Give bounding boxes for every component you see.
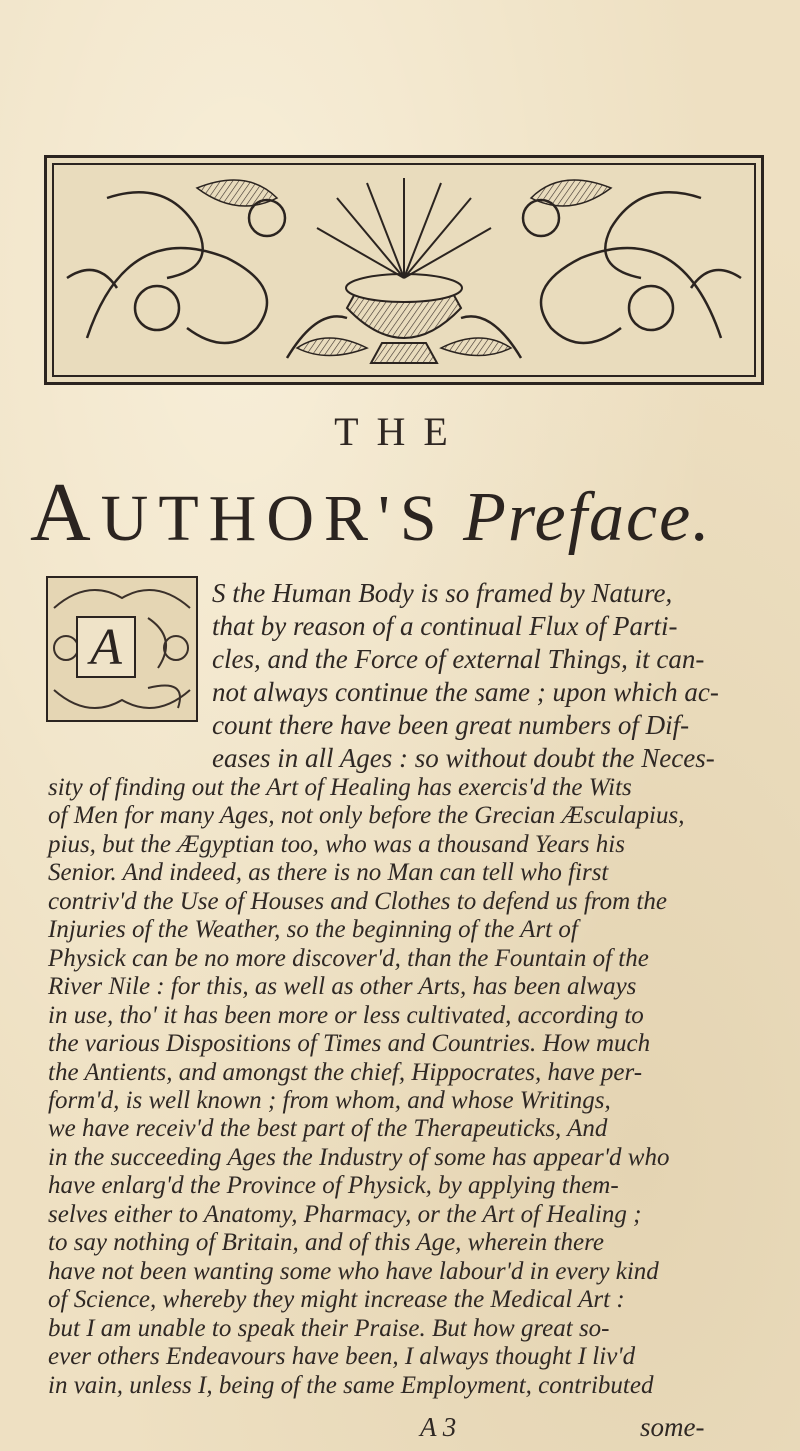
text-line: to say nothing of Britain, and of this Age, wherein there [48,1229,604,1257]
text-line: ever others Endeavours have been, I always thought I liv'd [48,1343,636,1371]
text-line: sity of finding out the Art of Healing has exercis'd the Wits [48,774,632,801]
title-preface: Preface. [463,479,712,556]
text-line: not always continue the same ; upon which ac- [212,677,719,707]
drop-cap-letter: A [76,616,136,678]
text-line: Physick can be no more discover'd, than the Fountain of the [48,944,649,972]
text-line: Senior. And indeed, as there is no Man can tell who first [48,859,609,887]
text-line: contriv'd the Use of Houses and Clothes to defend us from the [48,887,667,915]
headpiece-ornament-icon [47,158,761,382]
text-line: form'd, is well known ; from whom, and whose Writings, [48,1087,611,1114]
text-line: we have receiv'd the best part of the Therapeuticks, And [48,1115,608,1143]
text-line: the various Dispositions of Times and Countries. How much [48,1030,651,1058]
catchword: some- [640,1412,705,1442]
text-line: pius, but the Ægyptian too, who was a thousand Years his [48,830,625,858]
decorated-initial [46,576,198,722]
title-authors [30,466,447,559]
text-line: count there have been great numbers of Dif- [212,710,690,740]
text-line: that by reason of a continual Flux of Parti- [212,611,678,641]
text-line: of Men for many Ages, not only before the Grecian Æsculapius, [48,802,685,830]
title-authors-rest: UTHOR'S [100,482,447,555]
text-line: eases in all Ages : so without doubt the Neces- [212,743,715,773]
text-line: have enlarg'd the Province of Physick, by applying them- [48,1172,619,1200]
heading-the: THE [334,409,466,454]
title-initial: A [30,466,101,559]
ornamental-headpiece [44,155,764,385]
text-line: in use, tho' it has been more or less cultivated, according to [48,1001,644,1029]
page-title [30,468,790,564]
text-line: of Science, whereby they might increase the Medical Art : [48,1286,625,1314]
text-line: River Nile : for this, as well as other Arts, has been always [48,973,637,1001]
text-line: in vain, unless I, being of the same Employment, contributed [48,1371,654,1399]
text-line: in the succeeding Ages the Industry of some has appear'd who [48,1143,670,1171]
text-line: but I am unable to speak their Praise. But how great so- [48,1314,610,1342]
text-line: selves either to Anatomy, Pharmacy, or the Art of Healing ; [48,1200,642,1228]
text-line: Injuries of the Weather, so the beginning of the Art of [48,916,578,944]
text-line: cles, and the Force of external Things, it can- [212,644,705,674]
text-line: the Antients, and amongst the chief, Hippocrates, have per- [48,1058,643,1086]
text-line: have not been wanting some who have labour'd in every kind [48,1257,659,1285]
text-line: S the Human Body is so framed by Nature, [212,578,673,608]
signature-mark: A 3 [420,1412,457,1442]
